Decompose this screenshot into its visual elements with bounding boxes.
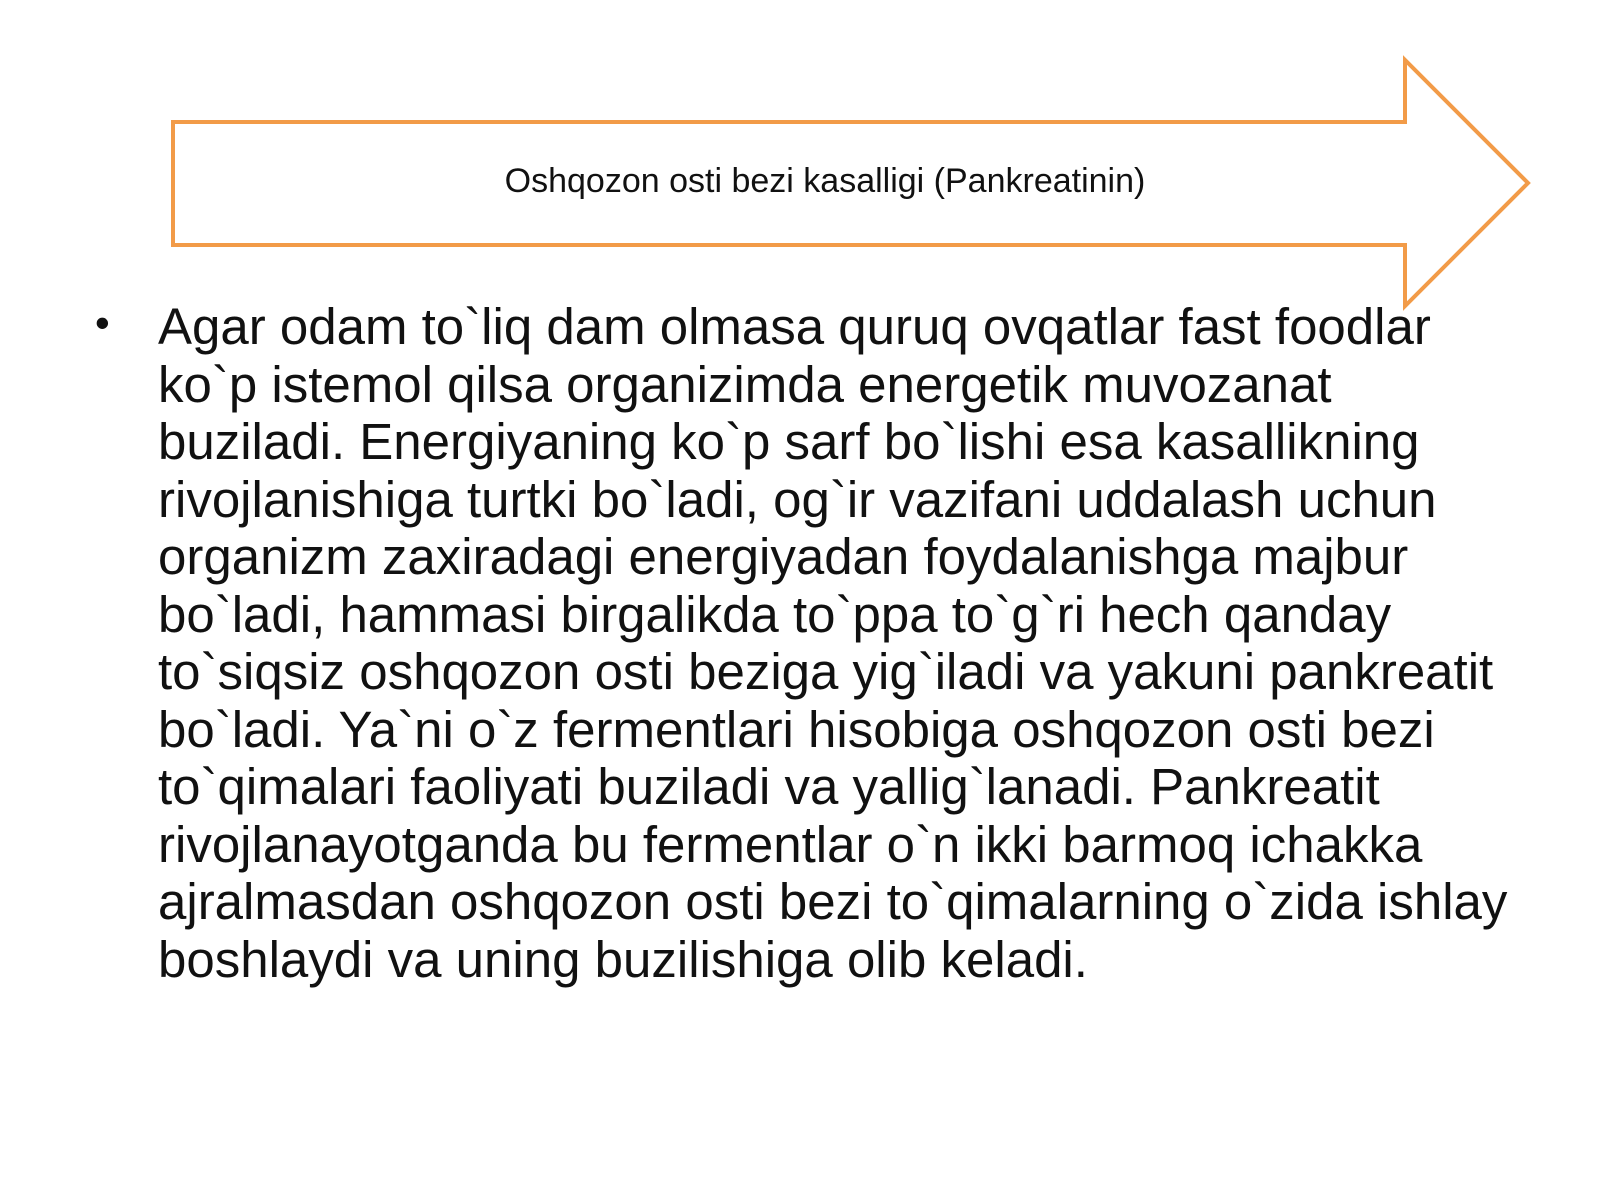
bullet-text: Agar odam to`liq dam olmasa quruq ovqatlar fast foodlar ko`p istemol qilsa organizimda energetik muvozanat buziladi. Energiyaning ko`p sarf bo`lishi esa kasallikning rivojlanishiga turtki bo`ladi, og`ir vazifani uddalash uchun organizm zaxiradagi energiyadan foydalanishga majbur bo`ladi, hammasi birgalikda to`ppa to`g`ri hech qanday to`siqsiz oshqozon osti beziga yig`iladi va yakuni pankreatit bo`ladi. Ya`ni o`z fermentlari hisobiga oshqozon osti bezi to`qimalari faoliyati buziladi va yallig`lanadi. Pankreatit rivojlanayotganda bu fermentlar o`n ikki barmoq ichakka ajralmasdan oshqozon osti bezi to`qimalarning o`zida ishlay boshlaydi va uning buzilishiga olib keladi. <box>158 298 1508 988</box>
bullet-item <box>95 298 1515 988</box>
bullet-dot-icon: • <box>95 299 110 346</box>
bullet-list <box>95 298 1515 988</box>
arrow-label: Oshqozon osti bezi kasalligi (Pankreatinin) <box>504 162 1146 200</box>
